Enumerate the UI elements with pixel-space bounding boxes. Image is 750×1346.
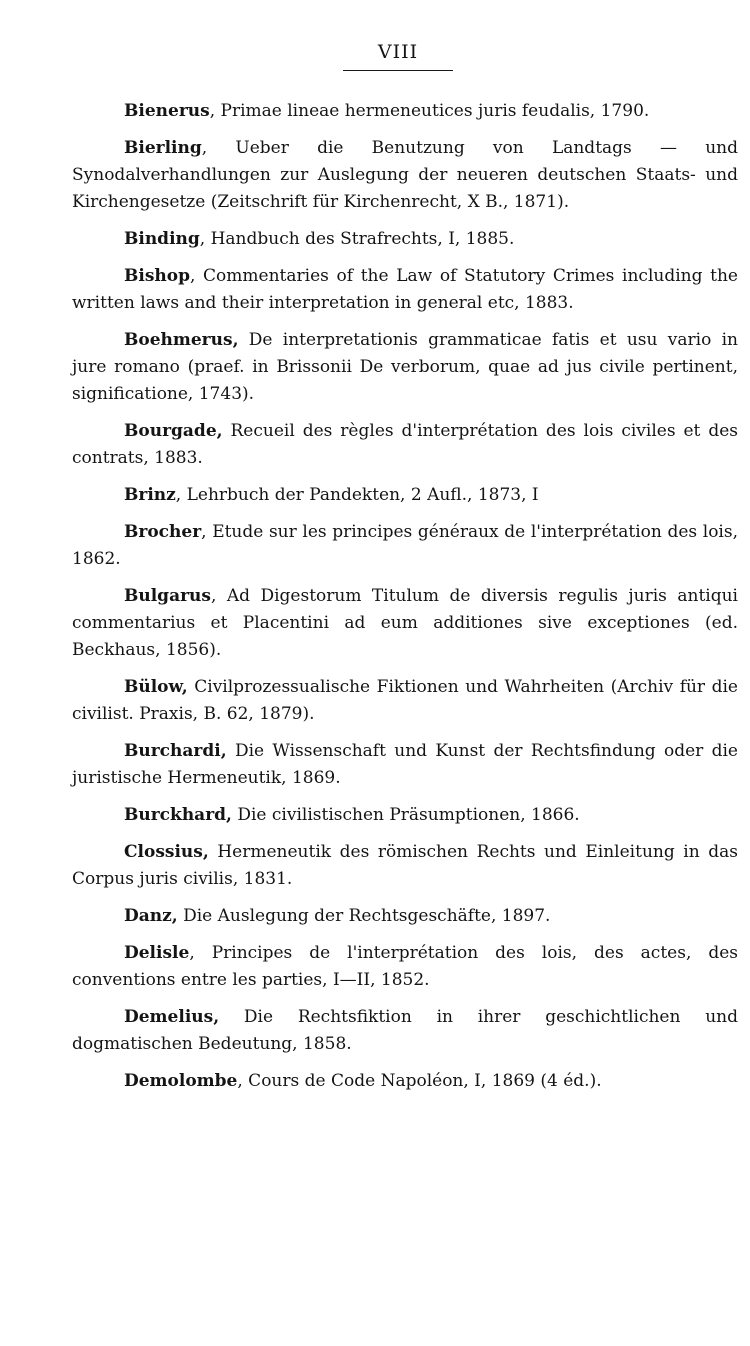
entry-author: Binding (124, 229, 200, 249)
page-number: VIII (377, 41, 419, 63)
bibliography-entry (72, 226, 738, 253)
entry-text: , Commentaries of the Law of Statutory Crimes including the written laws and their interpretation in general etc, 1883. (72, 266, 738, 313)
entry-author: Demelius, (124, 1007, 220, 1027)
bibliography-entry (72, 418, 738, 472)
entry-text: Recueil des règles d'interprétation des lois civiles et des contrats, 1883. (72, 421, 738, 468)
entry-author: Burckhard, (124, 805, 232, 825)
entry-author: Demolombe (124, 1071, 238, 1091)
bibliography-entry (72, 1004, 738, 1058)
entry-text: De interpretationis grammaticae fatis et usu vario in jure romano (praef. in Brissonii De verborum, quae ad jus civile pertinent, significatione, 1743). (72, 330, 738, 404)
entry-text: Die Auslegung der Rechtsgeschäfte, 1897. (177, 906, 551, 926)
bibliography-entry (72, 98, 738, 125)
entry-text: , Lehrbuch der Pandekten, 2 Aufl., 1873, I (175, 485, 539, 505)
bibliography-entry (72, 802, 738, 829)
bibliography-entry (72, 583, 738, 664)
entry-text: , Ueber die Benutzung von Landtags — und Synodalverhandlungen zur Auslegung der neueren deutschen Staats- und Kirchengesetze (Zeitschrift für Kirchenrecht, X B., 1871). (72, 138, 738, 212)
bibliography-entry (72, 738, 738, 792)
bibliography-entry (72, 940, 738, 994)
entry-text: , Principes de l'interprétation des lois, des actes, des conventions entre les parties, I—II, 1852. (72, 943, 738, 990)
entry-text: Die Wissenschaft und Kunst der Rechtsfindung oder die juristische Hermeneutik, 1869. (72, 741, 738, 788)
bibliography-entry (72, 263, 738, 317)
bibliography-entry (72, 327, 738, 408)
entry-author: Boehmerus, (124, 330, 239, 350)
bibliography-entry (72, 135, 738, 216)
entry-text: , Etude sur les principes généraux de l'interprétation des lois, 1862. (72, 522, 738, 569)
entry-text: Hermeneutik des römischen Rechts und Einleitung in das Corpus juris civilis, 1831. (72, 842, 738, 889)
bibliography-list (72, 98, 738, 1105)
entry-author: Brocher (124, 522, 202, 542)
header-rule (343, 70, 453, 71)
entry-text: , Cours de Code Napoléon, I, 1869 (4 éd.). (237, 1071, 602, 1091)
entry-author: Bulgarus (124, 586, 211, 606)
entry-author: Clossius, (124, 842, 209, 862)
entry-author: Delisle (124, 943, 190, 963)
bibliography-entry (72, 839, 738, 893)
bibliography-entry (72, 674, 738, 728)
entry-text: Die civilistischen Präsumptionen, 1866. (231, 805, 580, 825)
bibliography-entry (72, 519, 738, 573)
entry-author: Bierling (124, 138, 202, 158)
entry-text: Die Rechtsfiktion in ihrer geschichtlichen und dogmatischen Bedeutung, 1858. (72, 1007, 738, 1054)
entry-text: , Primae lineae hermeneutices juris feudalis, 1790. (209, 101, 650, 121)
entry-author: Burchardi, (124, 741, 227, 761)
entry-text: , Handbuch des Strafrechts, I, 1885. (199, 229, 515, 249)
bibliography-entry (72, 903, 738, 930)
entry-author: Bienerus (124, 101, 210, 121)
entry-author: Brinz (124, 485, 176, 505)
bibliography-entry (72, 482, 738, 509)
entry-text: Civilprozessualische Fiktionen und Wahrheiten (Archiv für die civilist. Praxis, B. 62, 1879). (72, 677, 738, 724)
entry-author: Bishop (124, 266, 190, 286)
bibliography-entry (72, 1068, 738, 1095)
entry-text: , Ad Digestorum Titulum de diversis regulis juris antiqui commentarius et Placentini ad eum additiones sive exceptiones (ed. Beckhaus, 1856). (72, 586, 738, 660)
entry-author: Bülow, (124, 677, 188, 697)
entry-author: Danz, (124, 906, 178, 926)
entry-author: Bourgade, (124, 421, 223, 441)
